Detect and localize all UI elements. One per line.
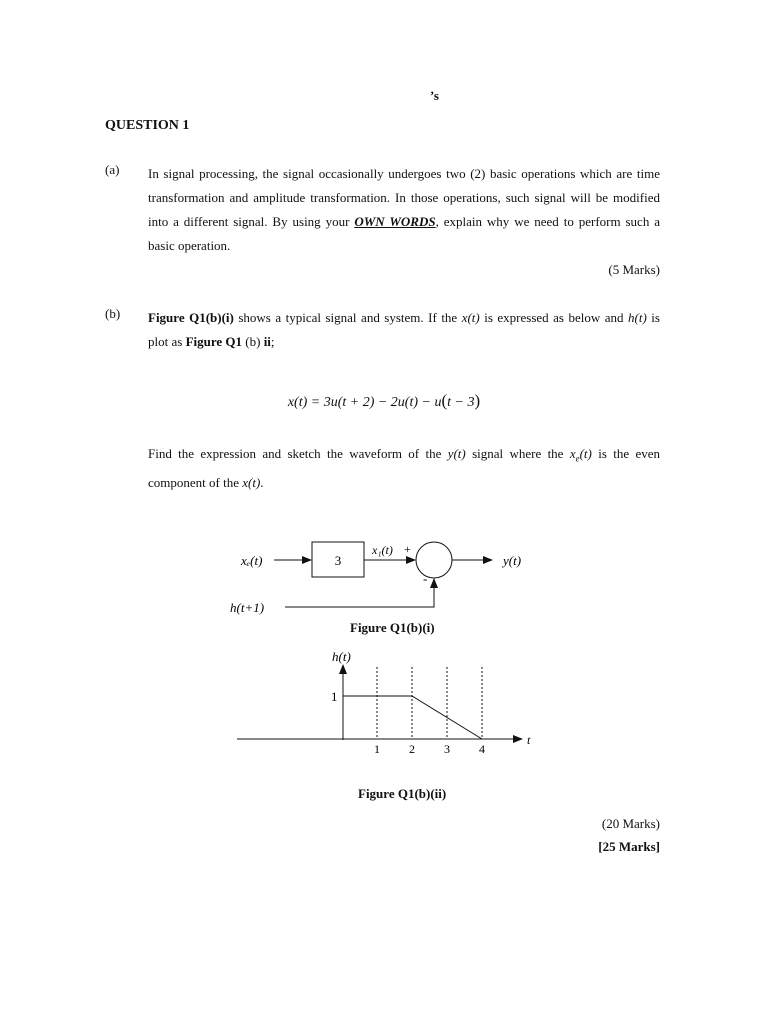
- x-tick-1: 1: [374, 742, 380, 756]
- figure-ii-plot: [0, 645, 768, 765]
- part-b-find: [148, 442, 660, 495]
- x1-label: x₁(t): [372, 543, 393, 557]
- xe-tail: (t): [579, 446, 592, 461]
- header-mark: ’s: [430, 88, 439, 103]
- output-y-label: y(t): [503, 553, 522, 568]
- h-input-label: h(t+1): [230, 600, 265, 615]
- find-text-4: .: [260, 474, 264, 490]
- equation-paren-open: (: [441, 391, 448, 410]
- part-b-marks: (20 Marks): [601, 816, 660, 831]
- part-a-label: (a): [105, 162, 120, 177]
- summing-junction: [416, 542, 452, 578]
- x-tick-2: 2: [409, 742, 415, 756]
- part-b-text-4: (b): [242, 334, 264, 349]
- part-b-label: (b): [105, 306, 121, 321]
- part-a-text-2: , explain why we need to perform such a basic operation.: [148, 214, 661, 253]
- input-xe-label: xₑ(t): [241, 553, 263, 568]
- total-marks: [25 Marks]: [598, 839, 660, 854]
- y-tick-1: 1: [331, 689, 338, 704]
- h-symbol: h(t): [628, 310, 647, 325]
- minus-sign: -: [423, 571, 428, 586]
- question-title: QUESTION 1: [105, 118, 190, 133]
- feedback-path: [285, 579, 434, 607]
- xe-symbol: x: [569, 446, 576, 461]
- part-b-text-3: is plot as: [148, 310, 660, 349]
- y-axis-label: h(t): [332, 649, 351, 664]
- find-text-2: signal where the: [465, 446, 570, 461]
- part-a-text: [148, 162, 660, 258]
- part-a-text-1: In signal processing, the signal occasionally undergoes two (2) basic operations which are time transformation and amplitude transformation. In those operations, such signal will be modified into a different signal. By using your: [148, 166, 660, 229]
- y-symbol: y(t): [447, 446, 466, 461]
- fig-ref-2b: ii: [263, 334, 271, 349]
- x-symbol: x(t): [461, 310, 480, 325]
- plus-sign: +: [404, 542, 411, 556]
- x-tick-4: 4: [479, 742, 485, 756]
- fig-ref-1: Figure Q1(b)(i): [148, 310, 234, 325]
- x-tick-3: 3: [444, 742, 450, 756]
- figure-ii-caption: Figure Q1(b)(ii): [358, 786, 447, 801]
- equation-paren-close: ): [474, 391, 481, 410]
- gain-value: 3: [334, 553, 342, 568]
- fig-ref-2: Figure Q1: [185, 334, 243, 349]
- part-b-intro: [148, 306, 660, 354]
- own-words-emphasis: OWN WORDS: [354, 214, 436, 229]
- part-b-text-5: ;: [270, 334, 275, 349]
- find-text-3: is the even component of the: [148, 446, 660, 490]
- equation-inner: t − 3: [447, 395, 475, 410]
- equation-lhs: x(t) = 3u(t + 2) − 2u(t) − u: [287, 395, 442, 410]
- xe-subscript: e: [575, 453, 580, 464]
- equation: [0, 391, 768, 411]
- part-a-marks: (5 Marks): [608, 262, 660, 277]
- part-b-text-2: is expressed as below and: [479, 310, 629, 325]
- x-axis-label: t: [527, 733, 531, 747]
- find-text-1: Find the expression and sketch the waveform of the: [148, 446, 448, 461]
- part-b-text-1: shows a typical signal and system. If the: [233, 310, 462, 325]
- figure-i-caption: Figure Q1(b)(i): [350, 620, 435, 635]
- x-symbol-2: x(t): [242, 474, 261, 490]
